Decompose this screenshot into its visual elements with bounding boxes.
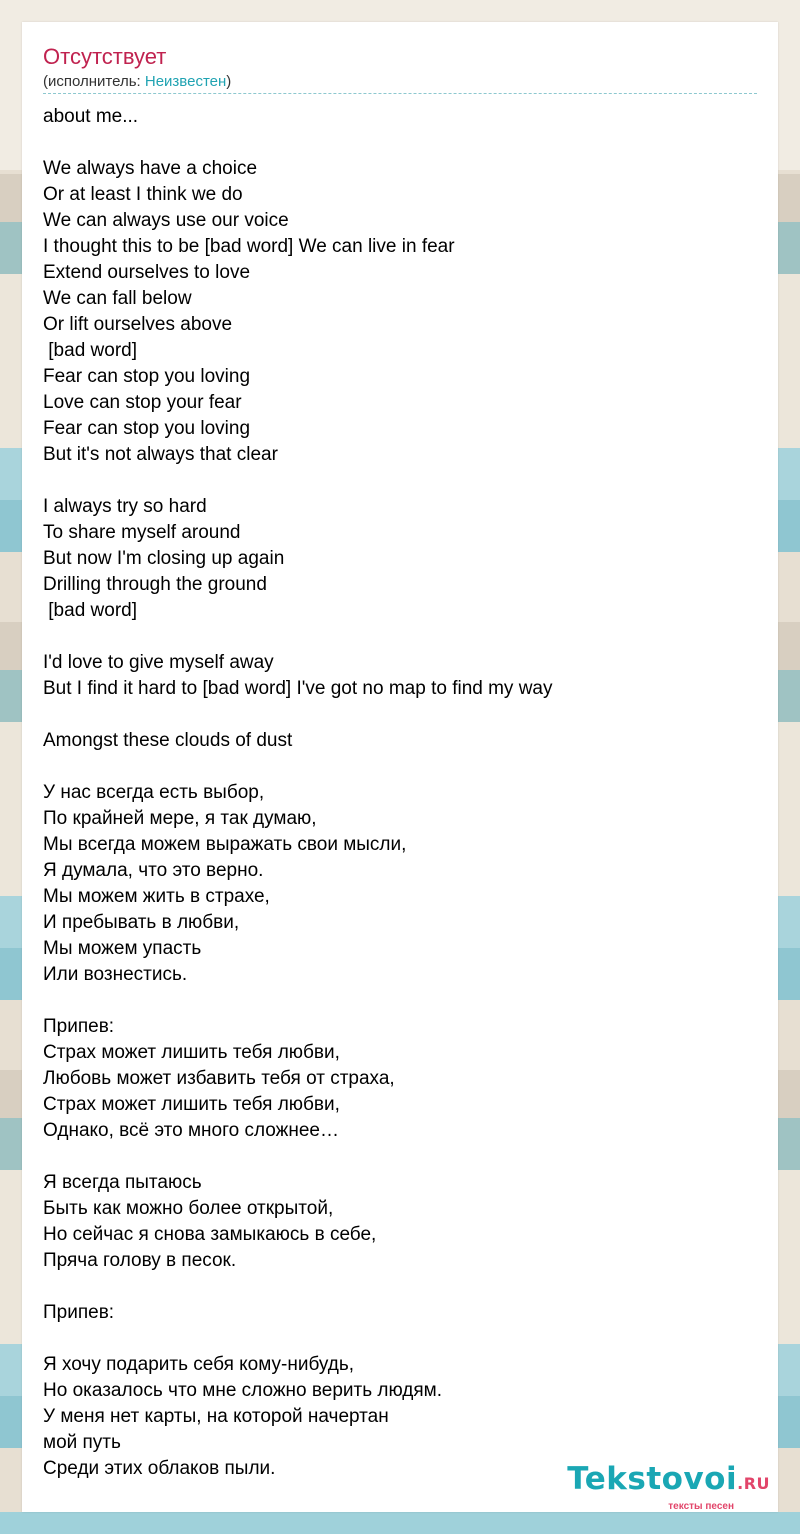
lyric-line	[43, 1144, 757, 1170]
lyric-line: У нас всегда есть выбор,	[43, 782, 265, 803]
page-background-bottom-strip	[0, 1512, 800, 1534]
lyric-line: I always try so hard	[43, 496, 207, 517]
lyric-line: about me...	[43, 106, 139, 127]
lyrics-text	[43, 104, 757, 1482]
lyric-line: По крайней мере, я так думаю,	[43, 808, 317, 829]
lyric-line: Я думала, что это верно.	[43, 860, 264, 881]
lyric-line: Или вознестись.	[43, 964, 188, 985]
artist-link[interactable]: Неизвестен	[144, 73, 227, 90]
lyric-line: I'd love to give myself away	[43, 652, 274, 673]
artist-line	[43, 73, 231, 91]
logo-wordmark	[550, 1462, 770, 1501]
lyric-line: We always have a choice	[43, 158, 258, 179]
lyric-line: Припев:	[43, 1016, 115, 1037]
lyric-line: I thought this to be [bad word] We can live in fear	[43, 236, 455, 257]
lyric-line: Припев:	[43, 1302, 115, 1323]
site-logo[interactable]	[550, 1462, 770, 1510]
logo-tagline: тексты песен	[668, 1501, 734, 1512]
lyric-line: We can always use our voice	[43, 210, 289, 231]
lyric-line: Пряча голову в песок.	[43, 1250, 237, 1271]
lyric-line: Страх может лишить тебя любви,	[43, 1094, 340, 1115]
lyric-line: мой путь	[43, 1432, 121, 1453]
lyric-line: Однако, всё это много сложнее…	[43, 1120, 339, 1141]
lyric-line	[43, 1326, 757, 1352]
lyric-line: Но сейчас я снова замыкаюсь в себе,	[43, 1224, 377, 1245]
lyric-line: Amongst these clouds of dust	[43, 730, 293, 751]
lyric-line: Страх может лишить тебя любви,	[43, 1042, 340, 1063]
lyric-line: Extend ourselves to love	[43, 262, 251, 283]
lyric-line: Мы можем упасть	[43, 938, 202, 959]
artist-suffix: )	[226, 73, 232, 90]
logo-tld: .RU	[737, 1474, 770, 1493]
lyric-line: И пребывать в любви,	[43, 912, 240, 933]
lyric-line	[43, 1274, 757, 1300]
lyric-line: Но оказалось что мне сложно верить людям.	[43, 1380, 443, 1401]
lyric-line: У меня нет карты, на которой начертан	[43, 1406, 389, 1427]
lyric-line: Or at least I think we do	[43, 184, 243, 205]
song-title: Отсутствует	[43, 44, 167, 69]
lyric-line: Любовь может избавить тебя от страха,	[43, 1068, 395, 1089]
artist-prefix: (исполнитель:	[43, 73, 145, 90]
lyric-line: But now I'm closing up again	[43, 548, 285, 569]
lyric-line: Я хочу подарить себя кому-нибудь,	[43, 1354, 355, 1375]
lyric-line	[43, 988, 757, 1014]
lyric-line: Среди этих облаков пыли.	[43, 1458, 276, 1479]
lyric-line: Fear can stop you loving	[43, 366, 251, 387]
lyric-line: Or lift ourselves above	[43, 314, 233, 335]
lyric-line	[43, 468, 757, 494]
lyric-line: To share myself around	[43, 522, 241, 543]
title-divider	[43, 93, 757, 94]
lyric-line: But it's not always that clear	[43, 444, 278, 465]
logo-name: Tekstovoi	[567, 1461, 738, 1497]
lyric-line	[43, 754, 757, 780]
lyric-line: [bad word]	[43, 600, 137, 621]
lyric-line: Мы можем жить в страхе,	[43, 886, 270, 907]
lyric-line: Love can stop your fear	[43, 392, 242, 413]
lyric-line: Drilling through the ground	[43, 574, 267, 595]
lyric-line	[43, 130, 757, 156]
lyric-line: We can fall below	[43, 288, 192, 309]
lyric-line: Быть как можно более открытой,	[43, 1198, 334, 1219]
lyric-line: Я всегда пытаюсь	[43, 1172, 202, 1193]
lyric-line	[43, 702, 757, 728]
lyric-line: Мы всегда можем выражать свои мысли,	[43, 834, 407, 855]
lyric-line: But I find it hard to [bad word] I've got no map to find my way	[43, 678, 553, 699]
lyric-line: Fear can stop you loving	[43, 418, 251, 439]
lyric-line: [bad word]	[43, 340, 137, 361]
lyrics-card	[22, 22, 778, 1512]
lyric-line	[43, 624, 757, 650]
